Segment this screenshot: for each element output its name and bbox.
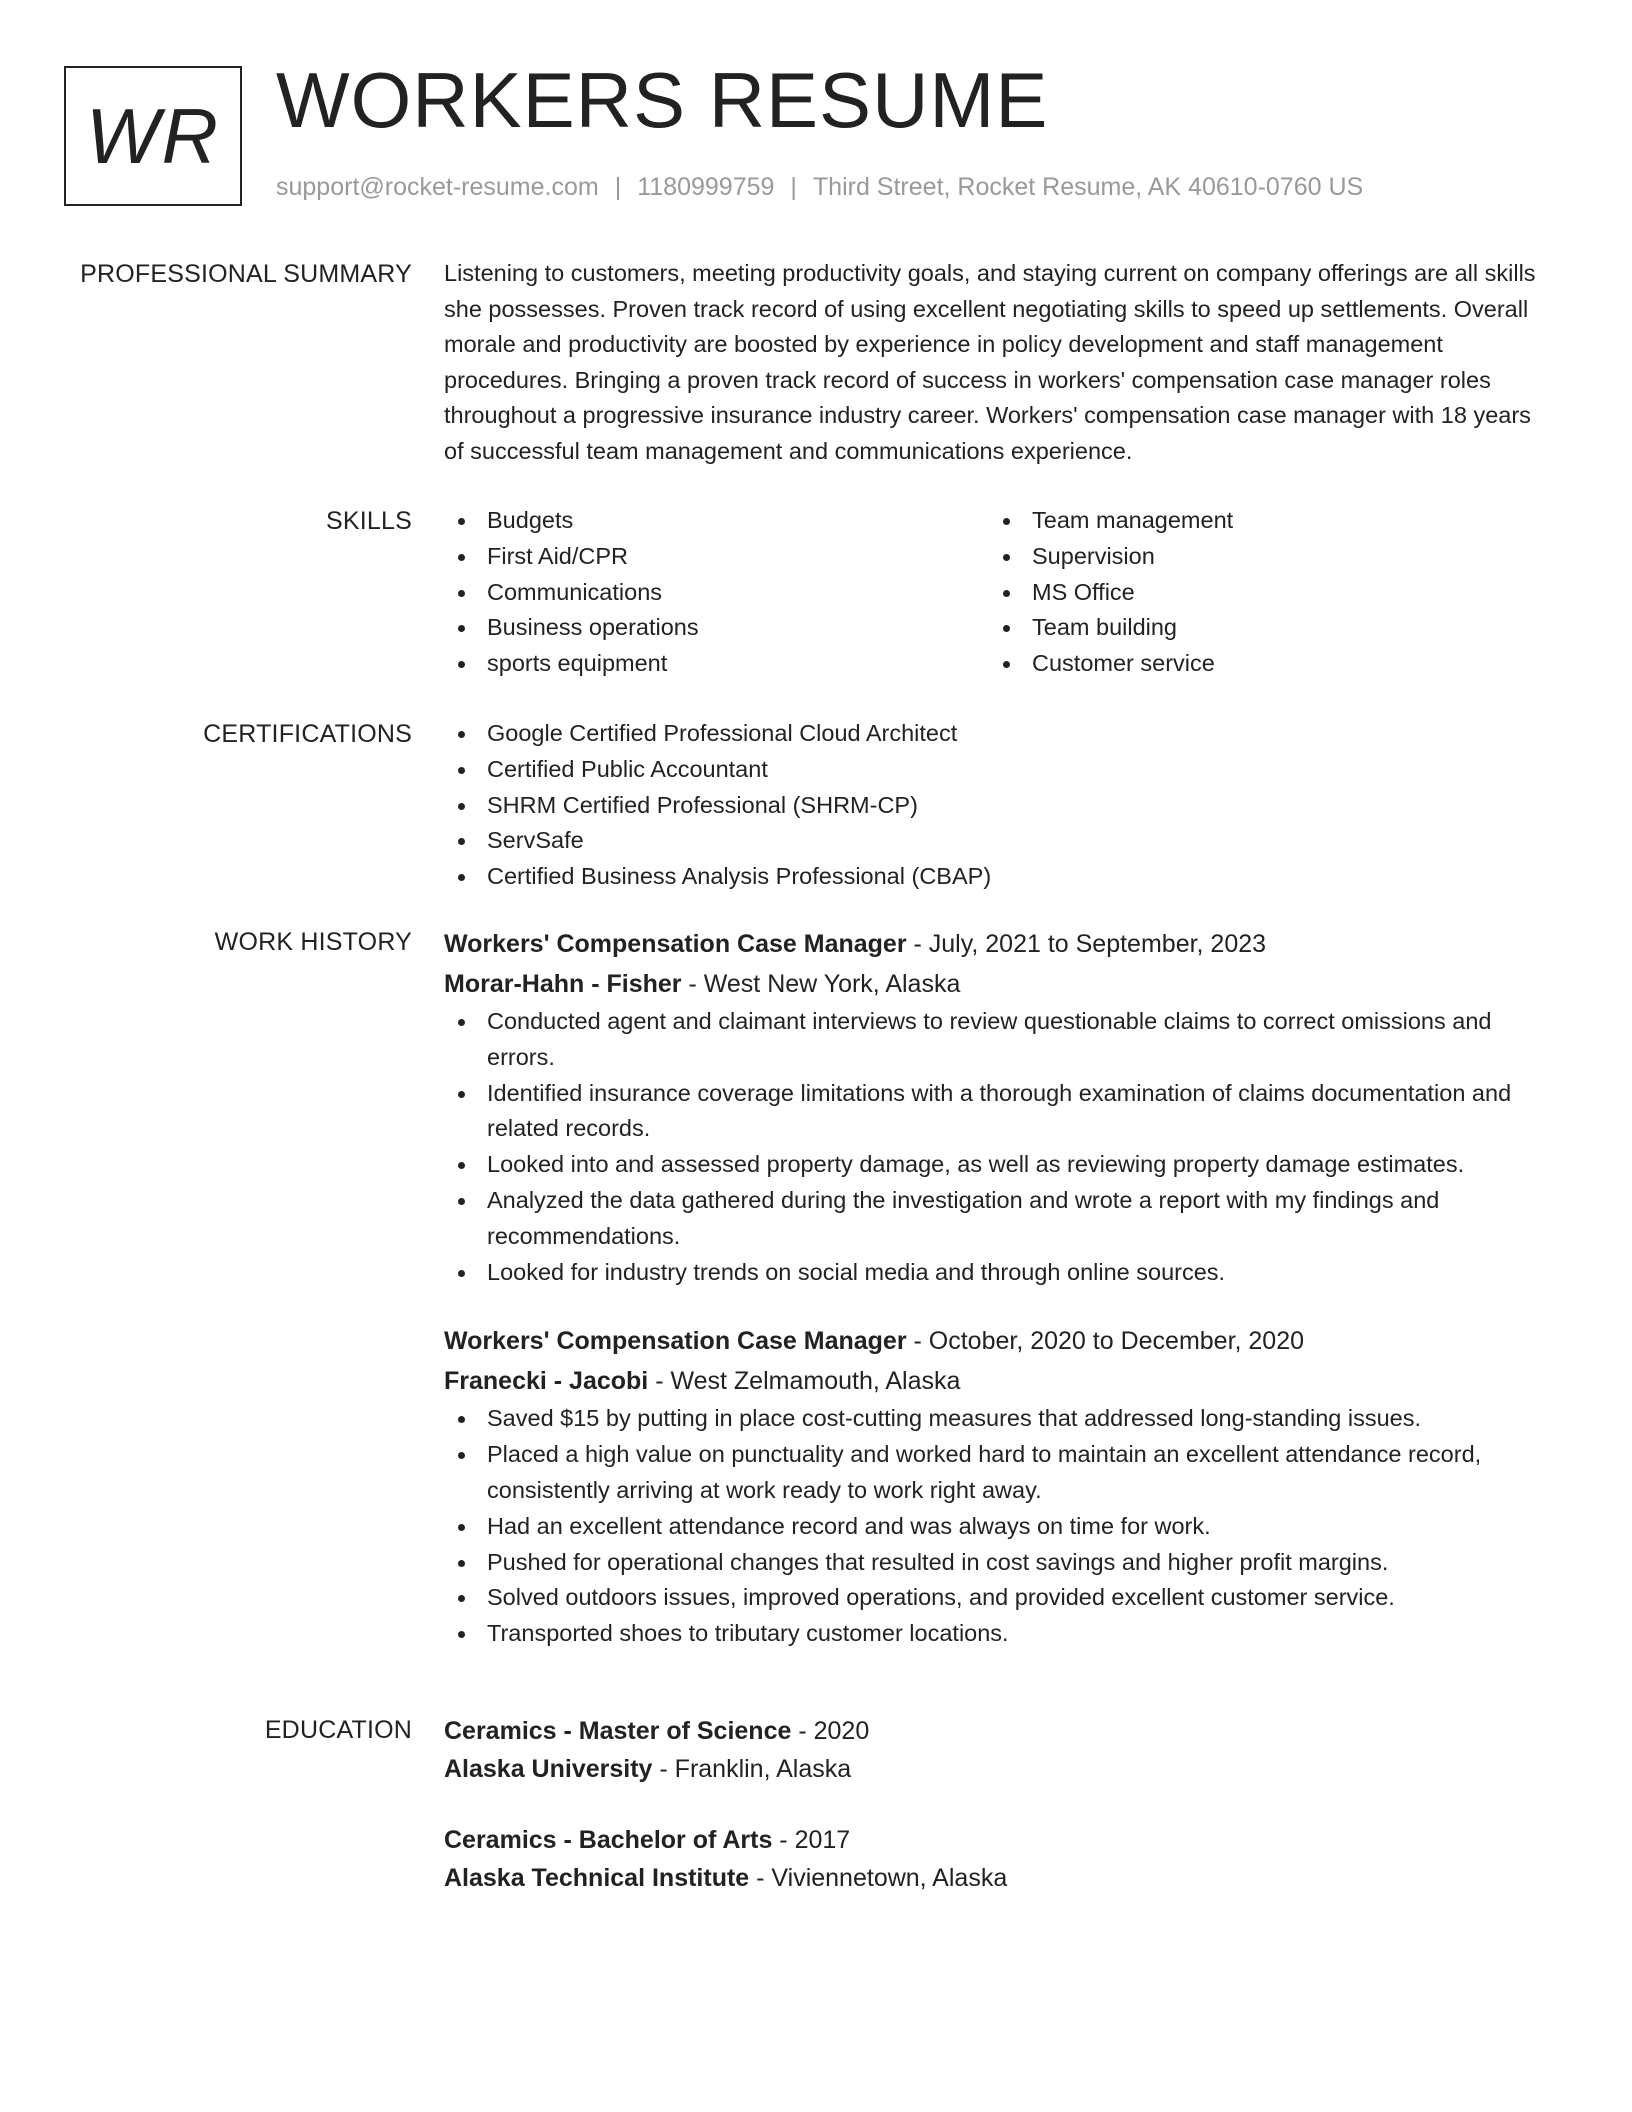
- list-item: Identified insurance coverage limitations with a thorough examination of claims documentation and related records.: [444, 1076, 1556, 1148]
- job-location: - West Zelmamouth, Alaska: [648, 1367, 961, 1396]
- education-location: - Viviennetown, Alaska: [749, 1864, 1008, 1892]
- candidate-name: WORKERS RESUME: [276, 56, 1049, 144]
- skills-heading: SKILLS: [326, 507, 412, 535]
- list-item: Google Certified Professional Cloud Architect: [444, 716, 1556, 752]
- list-item: Had an excellent attendance record and was always on time for work.: [444, 1509, 1556, 1545]
- list-item: Looked for industry trends on social media and through online sources.: [444, 1255, 1556, 1291]
- list-item: Saved $15 by putting in place cost-cutting measures that addressed long-standing issues.: [444, 1401, 1556, 1437]
- certifications-list: [444, 716, 1556, 895]
- contact-address: Third Street, Rocket Resume, AK 40610-0760 US: [812, 173, 1364, 201]
- education-degree: Ceramics - Master of Science: [444, 1717, 792, 1745]
- job-dates: - October, 2020 to December, 2020: [906, 1327, 1305, 1356]
- job-title: Workers' Compensation Case Manager: [444, 1327, 907, 1356]
- list-item: Transported shoes to tributary customer locations.: [444, 1616, 1556, 1652]
- job-location: - West New York, Alaska: [681, 970, 961, 998]
- list-item: MS Office: [989, 575, 1534, 611]
- education-degree-line: [444, 1712, 1556, 1750]
- list-item: Team management: [989, 503, 1534, 539]
- skills-list-left: [444, 503, 989, 682]
- list-item: Pushed for operational changes that resulted in cost savings and higher profit margins.: [444, 1545, 1556, 1581]
- list-item: Business operations: [444, 610, 989, 646]
- certifications-heading: CERTIFICATIONS: [203, 720, 412, 748]
- education-school-line: [444, 1859, 1556, 1897]
- job-title-line: [444, 924, 1556, 964]
- list-item: Conducted agent and claimant interviews to review questionable claims to correct omissions and errors.: [444, 1004, 1556, 1076]
- contact-separator: |: [614, 173, 622, 201]
- list-item: SHRM Certified Professional (SHRM-CP): [444, 788, 1556, 824]
- job-company: Morar-Hahn - Fisher: [444, 970, 682, 998]
- job-dates: - July, 2021 to September, 2023: [906, 930, 1267, 958]
- list-item: Analyzed the data gathered during the investigation and wrote a report with my findings and recommendations.: [444, 1183, 1556, 1255]
- education-year: - 2017: [772, 1826, 851, 1854]
- list-item: sports equipment: [444, 646, 989, 682]
- list-item: Communications: [444, 575, 989, 611]
- education-degree-line: [444, 1821, 1556, 1859]
- education-entry: [444, 1712, 1556, 1788]
- monogram-initials: WR: [86, 91, 220, 180]
- education-entry: [444, 1821, 1556, 1897]
- list-item: Certified Public Accountant: [444, 752, 1556, 788]
- summary-text: Listening to customers, meeting productivity goals, and staying current on company offerings are all skills she possesses. Proven track record of using excellent negotiating skills to speed up settlements. Overall morale and productivity are boosted by experience in policy development and staff management procedures. Bringing a proven track record of success in workers' compensation case manager roles throughout a progressive insurance industry career. Workers' compensation case manager with 18 years of successful team management and communications experience.: [444, 260, 1536, 464]
- summary-heading: PROFESSIONAL SUMMARY: [80, 260, 412, 288]
- education-degree: Ceramics - Bachelor of Arts: [444, 1826, 773, 1854]
- job-company: Franecki - Jacobi: [444, 1367, 649, 1396]
- education-school: Alaska Technical Institute: [444, 1864, 750, 1892]
- education-school-line: [444, 1750, 1556, 1788]
- job-title-line: [444, 1321, 1556, 1361]
- list-item: Budgets: [444, 503, 989, 539]
- list-item: First Aid/CPR: [444, 539, 989, 575]
- contact-separator: |: [790, 173, 797, 201]
- list-item: Supervision: [989, 539, 1534, 575]
- list-item: Customer service: [989, 646, 1534, 682]
- job-company-line: [444, 1361, 1556, 1401]
- contact-phone: 1180999759: [637, 173, 775, 201]
- job-entry: [444, 924, 1556, 1290]
- monogram-box: [64, 66, 242, 206]
- education-school: Alaska University: [444, 1755, 653, 1783]
- job-title: Workers' Compensation Case Manager: [444, 930, 907, 958]
- list-item: Looked into and assessed property damage, as well as reviewing property damage estimates.: [444, 1147, 1556, 1183]
- job-bullet-list: [444, 1004, 1556, 1290]
- work-history-heading: WORK HISTORY: [214, 928, 412, 956]
- contact-email: support@rocket-resume.com: [276, 173, 599, 201]
- list-item: Team building: [989, 610, 1534, 646]
- education-year: - 2020: [791, 1717, 870, 1745]
- education-heading: EDUCATION: [264, 1716, 412, 1744]
- list-item: ServSafe: [444, 823, 1556, 859]
- education-location: - Franklin, Alaska: [652, 1755, 852, 1783]
- contact-line: [276, 173, 1363, 202]
- list-item: Certified Business Analysis Professional (CBAP): [444, 859, 1556, 895]
- list-item: Solved outdoors issues, improved operations, and provided excellent customer service.: [444, 1580, 1556, 1616]
- job-company-line: [444, 964, 1556, 1004]
- job-bullet-list: [444, 1401, 1556, 1652]
- skills-list-right: [989, 503, 1534, 682]
- list-item: Placed a high value on punctuality and worked hard to maintain an excellent attendance record, consistently arriving at work ready to work right away.: [444, 1437, 1556, 1509]
- job-entry: [444, 1321, 1556, 1652]
